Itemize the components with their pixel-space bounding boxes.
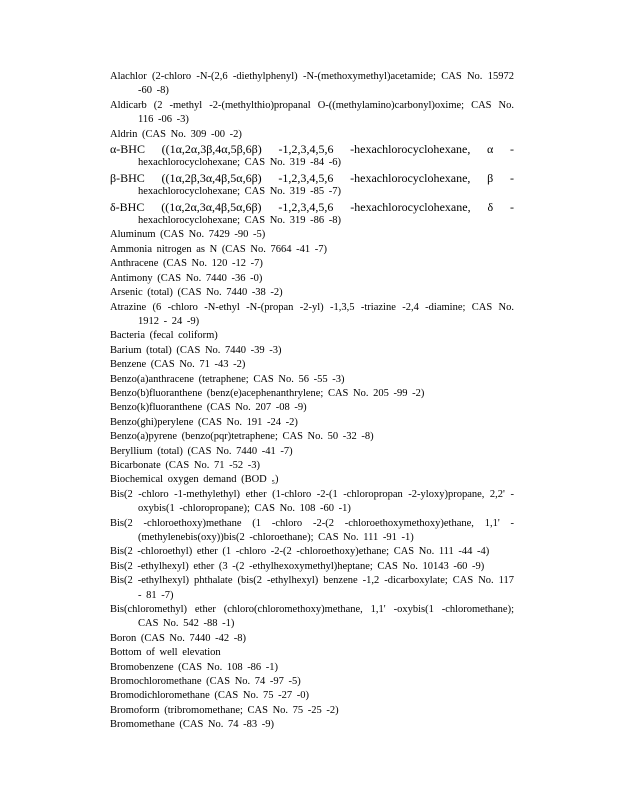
list-item: Benzo(a)pyrene (benzo(pqr)tetraphene; CAS No. 50 -32 -8) xyxy=(110,431,374,443)
list-item: Alachlor (2-chloro -N-(2,6 -diethylphenyl) -N-(methoxymethyl)acetamide; CAS No. 15972 -60 -8) xyxy=(110,71,514,97)
list-item: Antimony (CAS No. 7440 -36 -0) xyxy=(110,272,263,284)
list-item: Atrazine (6 -chloro -N-ethyl -N-(propan -2-yl) -1,3,5 -triazine -2,4 -diamine; CAS No. 1912 - 24 -9) xyxy=(110,301,514,327)
list-item: β-BHC ((1α,2β,3α,4β,5α,6β) -1,2,3,4,5,6 -hexachlorocyclohexane, β - hexachlorocyclohexane; CAS No. 319 -85 -7) xyxy=(110,170,514,198)
list-item: Bis(2 -chloroethyl) ether (1 -chloro -2-(2 -chloroethoxy)ethane; CAS No. 111 -44 -4) xyxy=(110,546,490,558)
list-item: Bottom of well elevation xyxy=(110,647,221,659)
list-item: Bicarbonate (CAS No. 71 -52 -3) xyxy=(110,459,260,471)
list-item: Barium (total) (CAS No. 7440 -39 -3) xyxy=(110,344,282,356)
list-item: Bis(2 -chloro -1-methylethyl) ether (1-chloro -2-(1 -chloropropan -2-yloxy)propane, 2,2' - oxybis(1 -chloropropane); CAS No. 108 -60 -1) xyxy=(110,488,514,515)
list-item: Benzo(ghi)perylene (CAS No. 191 -24 -2) xyxy=(110,416,298,428)
list-item: Biochemical oxygen demand (BOD ₅) xyxy=(110,474,279,486)
list-item: Aldicarb (2 -methyl -2-(methylthio)propanal O-((methylamino)carbonyl)oxime; CAS No. 116 -06 -3) xyxy=(110,99,514,126)
list-item: Arsenic (total) (CAS No. 7440 -38 -2) xyxy=(110,287,283,299)
list-item: Bis(chloromethyl) ether (chloro(chloromethoxy)methane, 1,1' -oxybis(1 -chloromethane); CAS No. 542 -88 -1) xyxy=(110,604,514,630)
list-item: Bromobenzene (CAS No. 108 -86 -1) xyxy=(110,661,279,673)
list-item: Bis(2 -chloroethoxy)methane (1 -chloro -2-(2 -chloroethoxymethoxy)ethane, 1,1' - (methylenebis(oxy))bis(2 -chloroethane); CAS No. 111 -91 -1) xyxy=(110,517,514,543)
list-item: Benzene (CAS No. 71 -43 -2) xyxy=(110,359,246,371)
list-item: Boron (CAS No. 7440 -42 -8) xyxy=(110,632,246,644)
list-item: Aldrin (CAS No. 309 -00 -2) xyxy=(110,128,242,140)
list-item: Bacteria (fecal coliform) xyxy=(110,330,218,342)
list-item: Benzo(k)fluoranthene (CAS No. 207 -08 -9) xyxy=(110,402,307,414)
list-item: Anthracene (CAS No. 120 -12 -7) xyxy=(110,258,263,270)
list-item: Aluminum (CAS No. 7429 -90 -5) xyxy=(110,229,266,241)
list-item: Ammonia nitrogen as N (CAS No. 7664 -41 -7) xyxy=(110,243,327,255)
list-item: Bromochloromethane (CAS No. 74 -97 -5) xyxy=(110,676,301,688)
list-item: Bromomethane (CAS No. 74 -83 -9) xyxy=(110,719,274,731)
list-item: Beryllium (total) (CAS No. 7440 -41 -7) xyxy=(110,445,293,457)
list-item: Bis(2 -ethylhexyl) ether (3 -(2 -ethylhexoxymethyl)heptane; CAS No. 10143 -60 -9) xyxy=(110,560,485,572)
list-item: Benzo(a)anthracene (tetraphene; CAS No. 56 -55 -3) xyxy=(110,373,345,385)
list-item: Benzo(b)fluoranthene (benz(e)acephenanthrylene; CAS No. 205 -99 -2) xyxy=(110,387,425,399)
list-item: Bromoform (tribromomethane; CAS No. 75 -25 -2) xyxy=(110,704,339,716)
list-item: Bromodichloromethane (CAS No. 75 -27 -0) xyxy=(110,690,309,702)
list-item: Bis(2 -ethylhexyl) phthalate (bis(2 -ethylhexyl) benzene -1,2 -dicarboxylate; CAS No. 117 - 81 -7) xyxy=(110,575,514,601)
document-page xyxy=(110,70,514,733)
list-item: δ-BHC ((1α,2α,3α,4β,5α,6β) -1,2,3,4,5,6 -hexachlorocyclohexane, δ - hexachlorocyclohexane; CAS No. 319 -86 -8) xyxy=(110,199,514,227)
entry-list xyxy=(110,70,514,733)
list-item: α-BHC ((1α,2α,3β,4α,5β,6β) -1,2,3,4,5,6 -hexachlorocyclohexane, α - hexachlorocyclohexane; CAS No. 319 -84 -6) xyxy=(110,142,514,169)
